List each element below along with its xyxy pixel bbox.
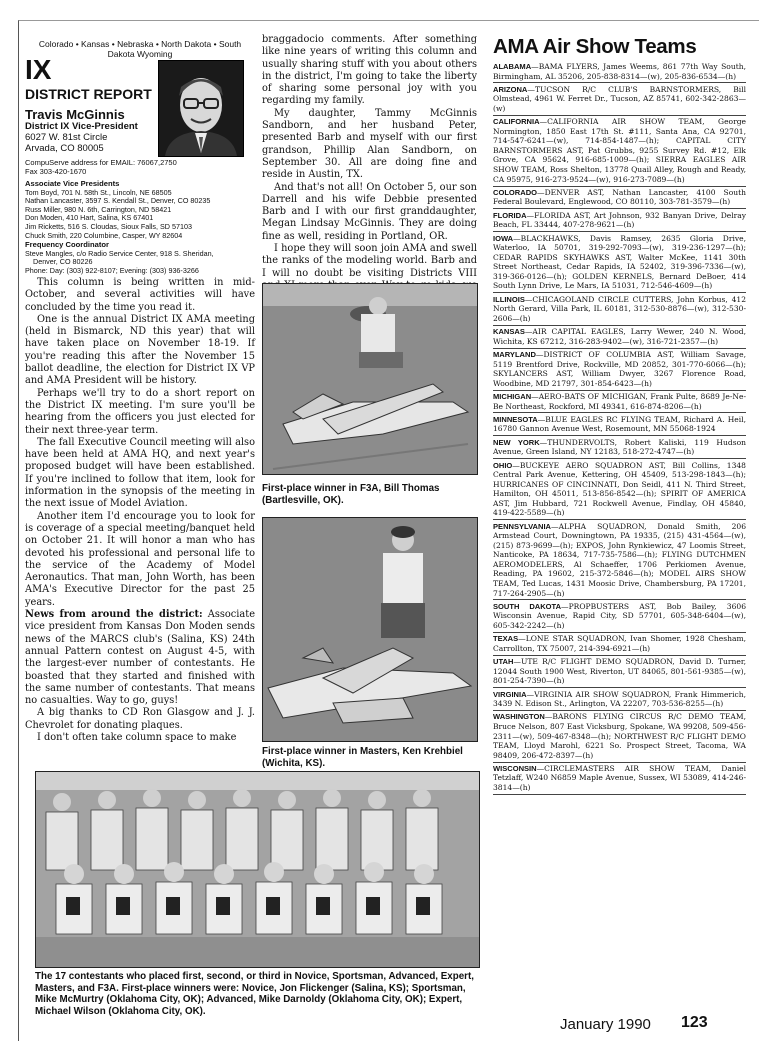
- associates-heading: Associate Vice Presidents: [25, 179, 120, 188]
- news-text: Associate vice president from Kansas Don Moden sends news of the MARCS club's (Salina, KS) 24th annual Pattern contest on August 4-5, with the largest-ever number of contestants. He boasted that they started and finished with the same number of contestants. That means no casualties. Way to go, guys!: [25, 609, 255, 707]
- paragraph: My daughter, Tammy McGinnis Sandborn, and her husband Peter, presented Barb and myself with our first grandson, Phillip Alan Sandborn, on September 30. All are doing fine and reside in Austin, TX.: [262, 107, 477, 181]
- frequency-line: Denver, CO 80226: [33, 257, 93, 267]
- portrait-illustration: [159, 61, 243, 156]
- list-item: [493, 461, 746, 521]
- state-name: IOWA: [493, 233, 514, 243]
- frequency-line: Phone: Day: (303) 922-8107; Evening: (303) 936-3266: [25, 265, 199, 275]
- paragraph: And that's not all! On October 5, our son Darrell and his wife Debbie presented Barb and I with our first granddaughter, Megan Lindsay McGinnis. They are doing fine as well, residing in Portland, OR.: [262, 181, 477, 242]
- paragraph: This column is being written in mid-October, and several activities will have concluded by the time you read it.: [25, 277, 255, 313]
- list-item: [493, 327, 746, 348]
- caption-photo-3: The 17 contestants who placed first, second, or third in Novice, Sportsman, Advanced, Expert, Masters, and F3A. First-place winners were: Novice, Jon Flickenger (Salina, KS); Sportsman, Mike McMurtry (Oklahoma City, OK); Advanced, Mike Darnoldy (Oklahoma City, OK); Expert, Michael Wilson (Oklahoma City, OK).: [35, 971, 474, 1017]
- photo-illustration: [263, 518, 477, 741]
- vp-address-line2: Arvada, CO 80005: [25, 143, 104, 154]
- entry-text: —DISTRICT OF COLUMBIA AST, William Savage, 5119 Brentford Drive, Rockville, MD 20852, 301-770-6066—(h); SKYLANCERS AST, William Dwyer, 3267 Florence Road, Woodbine, MD 21797, 301-854-6423—(h): [493, 350, 746, 388]
- photo-masters-winner: [262, 517, 478, 742]
- entry-text: —LONE STAR SQUADRON, Ivan Shomer, 1928 Chesham, Carrollton, TX 75007, 214-394-6921—(h): [493, 634, 746, 653]
- associate-line: Don Moden, 410 Hart, Salina, KS 67401: [25, 213, 154, 223]
- entry-text: —CHICAGOLAND CIRCLE CUTTERS, John Korbus, 412 North Gerard, Villa Park, IL 60181, 312-530-8876—(w), 312-530-2606—(h): [493, 294, 746, 323]
- page-number: 123: [681, 1014, 708, 1031]
- entry-text: —UTE R/C FLIGHT DEMO SQUADRON, David D. Turner, 12044 South 1900 West, Riverton, UT 84065, 801-561-9385—(w), 801-254-7390—(h): [493, 657, 746, 686]
- list-item: [493, 657, 746, 688]
- article-column-1: [25, 277, 255, 774]
- paragraph: One is the annual District IX AMA meeting (held in Bismarck, ND this year) that will have taken place on November 18-19. If you're reading this after the November 15 ballot deadline, the election for District IX VP and AMA President will be history.: [25, 313, 255, 387]
- list-item: [493, 62, 746, 83]
- state-name: TEXAS: [493, 634, 519, 644]
- list-item: [493, 211, 746, 232]
- paragraph: I don't often take column space to make: [37, 731, 237, 743]
- list-item: [493, 85, 746, 116]
- district-title: DISTRICT REPORT: [25, 86, 152, 102]
- entry-text: —ALPHA SQUADRON, Donald Smith, 206 Armstead Court, Downingtown, PA 19335, (215) 431-4564—(w), (215) 873-9699—(h); EXPOS, John Rynkiewicz, 47 Loomis Street, Nanticoke, PA 18634, 717-735-7586—(h); FLYING DUTCHMEN AEROMODELERS, Al Schaeffer, 1706 Perkiomen Avenue, Reading, PA 19602, 215-372-5846—(h); MODEL AIRS SHOW TEAM, Ted Lucas, 1431 Moosic Drive, Chambersburg, PA 17201, 717-264-2905—(h): [493, 521, 746, 598]
- paragraph: Another item I'd encourage you to look for is coverage of a special meeting/banquet held on October 21. It will honor a man who has devoted his professional and personal life to the service of the Academy of Model Aeronautics. That man, John Worth, has been AMA's Executive Director for the past 25 years.: [25, 510, 255, 608]
- email-line: CompuServe address for EMAIL: 76067,2750: [25, 158, 177, 167]
- paragraph: Perhaps we'll try to do a short report on the District IX meeting. I'm sure you'll be hearing from the officers you just elected for their next three-year term.: [25, 387, 255, 436]
- state-name: SOUTH DAKOTA: [493, 601, 562, 611]
- vp-address-line1: 6027 W. 81st Circle: [25, 132, 108, 143]
- entry-text: —FLORIDA AST, Art Johnson, 932 Banyan Drive, Delray Beach, FL 33444, 407-278-9621—(h): [493, 210, 746, 230]
- entry-text: —BUCKEYE AERO SQUADRON AST, Bill Collins, 1348 Central Park Avenue, Kettering, OH 45409, 513-298-1843—(h); HURRICANES OF CINCINNATI, Don Seidl, 411 N. Third Street, Hamilton, OH 45011, 513-856-8542—(h); SPIRIT OF AMERICA AST, Jim Hubbard, 721 Rockwell Avenue, Findlay, OH 45840, 419-422-5589—(h): [493, 460, 746, 518]
- list-item: [493, 634, 746, 655]
- list-item: [493, 234, 746, 294]
- entry-text: —TUCSON R/C CLUB'S BARNSTORMERS, Bill Olmstead, 4961 W. Ferret Dr., Tucson, AZ 85741, 602-342-2863—(w): [493, 84, 746, 113]
- entry-text: —BLACKHAWKS, Davis Ramsey, 2635 Gloria Drive, Waterloo, IA 50701, 319-292-7093—(w), 319-236-1297—(h); CEDAR RAPIDS SKYHAWKS AST, Walter McKee, 1141 30th Street Northeast, Cedar Rapids, IA 52402, 319-396-7336—(w), 319-366-0126—(h); GOLDEN KERNELS, Bernard DeBoer, 414 South Lynn Drive, Le Mars, IA 51031, 712-546-4609—(h): [493, 233, 746, 291]
- paragraph: The fall Executive Council meeting will also have been held at AMA HQ, and next year's proposed budget will have been established. If you're inclined to follow that item, look for information in the synopsis of the meeting in the next issue of Model Aviation.: [25, 436, 255, 510]
- frequency-line: Steve Mangles, c/o Radio Service Center, 918 S. Sheridan,: [25, 248, 214, 258]
- frequency-coordinator: [25, 241, 255, 275]
- entry-text: —AIR CAPITAL EAGLES, Larry Wewer, 240 N. Wood, Wichita, KS 67212, 316-283-9402—(w), 316-721-2357—(h): [493, 327, 746, 346]
- frequency-heading: Frequency Coordinator: [25, 240, 109, 249]
- news-lead: News from around the district:: [25, 609, 203, 621]
- entry-text: —BAMA FLYERS, James Weems, 861 77th Way South, Birmingham, AL 35206, 205-838-8314—(w), 205-836-6534—(h): [493, 62, 746, 81]
- photo-f3a-winner: [262, 283, 478, 475]
- associate-line: Tom Boyd, 701 N. 58th St., Lincoln, NE 68505: [25, 187, 172, 197]
- state-name: MICHIGAN: [493, 391, 532, 401]
- footer-date: January 1990: [560, 1016, 651, 1033]
- state-name: WASHINGTON: [493, 712, 545, 722]
- entry-text: —CALIFORNIA AIR SHOW TEAM, George Normington, 1850 East 17th St. #111, Santa Ana, CA 92701, 714-547-6241—(w), 714-854-1487—(h); CAPITAL CITY BARNSTORMERS AST, Pat Grubbs, 9255 Survey Rd. #12, Elk Grove, CA 95624, 916-685-1009—(h); SIERRA EAGLES AIR SHOW TEAM, Ross Shelton, 13778 Quail Alley, Rough and Ready, CA 95975, 916-273-9524—(w), 916-273-7089—(h): [493, 117, 746, 184]
- list-item: [493, 295, 746, 326]
- associate-line: Chuck Smith, 220 Columbine, Casper, WY 82604: [25, 230, 183, 240]
- state-name: UTAH: [493, 657, 514, 667]
- vp-name: Travis McGinnis: [25, 107, 125, 122]
- entry-text: —THUNDERVOLTS, Robert Kaliski, 119 Hudson Avenue, Green Island, NY 12183, 518-272-4747—(h): [493, 437, 746, 457]
- entry-text: —BLUE EAGLES RC FLYING TEAM, Richard A. Heil, 16780 Gannon Avenue West, Rosemount, MN 55068-1924: [493, 414, 746, 434]
- list-item: [493, 438, 746, 459]
- vp-role: District IX Vice-President: [25, 121, 138, 132]
- paragraph: I hope they will soon join AMA and swell the ranks of the modeling world. Barb and I will no doubt be visiting Districts VIII: [262, 243, 477, 279]
- state-name: WISCONSIN: [493, 763, 537, 773]
- state-name: CALIFORNIA: [493, 117, 540, 127]
- state-name: OHIO: [493, 460, 513, 470]
- list-item: [493, 350, 746, 391]
- paragraph: braggadocio comments. After something like nine years of writing this column and usually sharing stuff with you about others in the district, I'm going to take the liberty of sharing some personal joy with you regarding my family.: [262, 34, 477, 107]
- vp-contact: [25, 158, 255, 176]
- paragraph: A big thanks to CD Ron Glasgow and J. J. Chevrolet for donating plaques.: [25, 707, 255, 731]
- state-name: ILLINOIS: [493, 294, 525, 304]
- photo-group-contestants: [35, 771, 480, 968]
- associate-line: Nathan Lancaster, 3597 S. Kendall St., Denver, CO 80235: [25, 196, 211, 206]
- entry-text: —CIRCLEMASTERS AIR SHOW TEAM, Daniel Tetzlaff, W240 N6859 Maple Avenue, Sussex, WI 53089, 414-246-3814—(h): [493, 763, 746, 793]
- air-show-list: [493, 62, 746, 1010]
- state-name: NEW YORK: [493, 437, 540, 447]
- vp-details: [25, 121, 165, 154]
- list-item: [493, 117, 746, 186]
- fax-line: Fax 303-420-1670: [25, 167, 87, 176]
- state-name: MINNESOTA: [493, 414, 538, 424]
- paragraph: [25, 609, 255, 707]
- vp-portrait-photo: [158, 60, 244, 157]
- air-show-title: AMA Air Show Teams: [493, 35, 697, 58]
- caption-photo-2: First-place winner in Masters, Ken Krehbiel (Wichita, KS).: [262, 746, 463, 769]
- list-item: [493, 522, 746, 601]
- associate-line: Russ Miller, 980 N. 6th, Carrington, ND 58421: [25, 204, 172, 214]
- state-name: PENNSYLVANIA: [493, 521, 552, 531]
- photo-illustration: [36, 772, 479, 967]
- list-item: [493, 690, 746, 711]
- state-name: ARIZONA: [493, 84, 528, 94]
- list-item: [493, 712, 746, 762]
- state-name: ALABAMA: [493, 62, 532, 71]
- entry-text: —DENVER AST, Nathan Lancaster, 4100 South Federal Boulevard, Englewood, CO 80110, 303-781-3579—(h): [493, 187, 746, 207]
- list-item: [493, 188, 746, 209]
- entry-text: —AERO-BATS OF MICHIGAN, Frank Pulte, 8689 Je-Ne-Be Northeast, Rockford, MI 49341, 616-874-8206—(h): [493, 391, 746, 411]
- photo-illustration: [263, 284, 477, 474]
- article-column-2: [262, 34, 477, 278]
- state-name: COLORADO: [493, 187, 538, 197]
- associate-vps: [25, 180, 255, 240]
- entry-text: —VIRGINIA AIR SHOW SQUADRON, Frank Himmerich, 3439 N. Edison St., Arlington, VA 22207, 703-536-8255—(h): [493, 689, 746, 709]
- list-item: [493, 415, 746, 436]
- district-states: Colorado • Kansas • Nebraska • North Dakota • South Dakota Wyoming: [38, 39, 242, 59]
- list-item: [493, 602, 746, 633]
- state-name: KANSAS: [493, 327, 525, 337]
- entry-text: —BARONS FLYING CIRCUS R/C DEMO TEAM, Bruce Nelson, 807 East Vicksburg, Spokane, WA 99208, 509-456-2311—(w), 509-467-8348—(h); NORTHWEST R/C FLIGHT DEMO TEAM, Lloyd Marohl, 6221 So. Prospect Street, Tacoma, WA 98409, 206-472-8397—(h): [493, 712, 746, 760]
- state-name: VIRGINIA: [493, 689, 527, 699]
- district-number: IX: [25, 54, 52, 85]
- list-item: [493, 392, 746, 413]
- list-item: [493, 764, 746, 795]
- state-name: FLORIDA: [493, 210, 527, 220]
- associate-line: Jim Ricketts, 516 S. Cloudas, Sioux Falls, SD 57103: [25, 221, 192, 231]
- caption-photo-1: First-place winner in F3A, Bill Thomas (Bartlesville, OK).: [262, 483, 440, 506]
- state-name: MARYLAND: [493, 350, 536, 360]
- entry-text: —PROPBUSTERS AST, Bob Bailey, 3606 Wisconsin Avenue, Rapid City, SD 57701, 605-348-6404—(w), 605-342-2242—(h): [493, 601, 746, 630]
